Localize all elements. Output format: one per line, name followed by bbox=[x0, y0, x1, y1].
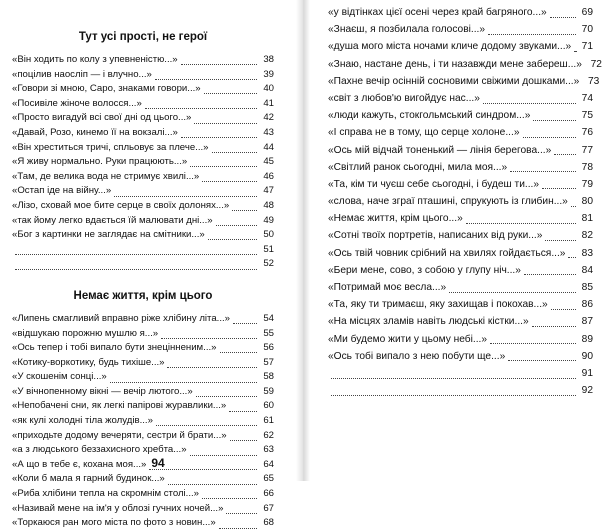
toc-entry-title: «Посивіле жіноче волосся...» bbox=[12, 97, 142, 109]
toc-entry-page: 86 bbox=[581, 299, 593, 311]
toc-entry-page: 72 bbox=[590, 58, 602, 70]
dot-leader bbox=[208, 230, 257, 240]
toc-entry bbox=[328, 4, 593, 21]
toc-entry-title: «У вічнопенному вікні — вечір лютого...» bbox=[12, 385, 193, 397]
toc-entry-page: 57 bbox=[263, 356, 274, 368]
toc-entry-title: «Там, де велика вода не стримує хвилі...» bbox=[12, 170, 200, 182]
dot-leader bbox=[483, 94, 576, 104]
toc-entry-page: 40 bbox=[263, 83, 274, 95]
dot-leader bbox=[194, 114, 257, 124]
toc-entry-page: 52 bbox=[263, 258, 274, 270]
toc-entry-page: 91 bbox=[581, 367, 593, 379]
dot-leader bbox=[196, 387, 257, 397]
toc-entry-title: «Бог з картинки не заглядає на смітники...» bbox=[12, 229, 205, 241]
toc-entry-page: 85 bbox=[581, 282, 593, 293]
toc-entry-page: 51 bbox=[263, 243, 274, 255]
toc-entry-page: 79 bbox=[581, 178, 593, 190]
dot-leader bbox=[449, 283, 576, 293]
toc-entry-title: «так йому легко вдається їй малювати дні...» bbox=[12, 214, 213, 226]
toc-entry bbox=[12, 257, 274, 272]
toc-entry-title: «Ось мій відчай тоненький — лінія берегова...» bbox=[328, 144, 552, 156]
toc-entry bbox=[328, 124, 593, 141]
dot-leader bbox=[181, 128, 257, 138]
toc-entry-page: 46 bbox=[263, 170, 274, 182]
toc-entry-title: «а з людського беззахисного хребта...» bbox=[12, 444, 187, 456]
toc-entry bbox=[328, 245, 593, 262]
toc-entry bbox=[12, 170, 274, 185]
toc-entry bbox=[12, 327, 274, 342]
toc-entry bbox=[328, 21, 593, 38]
dot-leader bbox=[508, 351, 576, 361]
toc-entry-page: 87 bbox=[581, 316, 593, 328]
toc-entry bbox=[12, 414, 274, 429]
toc-entry-page: 49 bbox=[263, 214, 274, 226]
dot-leader bbox=[233, 314, 257, 324]
dot-leader bbox=[156, 416, 257, 426]
toc-entry-page: 47 bbox=[263, 185, 274, 197]
left-column bbox=[12, 0, 274, 531]
toc-entry-page: 70 bbox=[581, 24, 593, 36]
dot-leader bbox=[190, 157, 257, 167]
toc-entry-title: «у відтінках цієї осені через край багряного...» bbox=[328, 7, 547, 18]
toc-entry-title: «люди кажуть, стокгольмський синдром...» bbox=[328, 110, 531, 122]
toc-entry-title: «Говори зі мною, Саро, знаками говори...» bbox=[12, 83, 201, 95]
toc-entry-title: «У скошенім сонці...» bbox=[12, 371, 107, 383]
toc-entry-page: 73 bbox=[587, 75, 600, 87]
toc-entry bbox=[12, 97, 274, 112]
toc-entry-page: 83 bbox=[581, 247, 593, 259]
toc-entry bbox=[328, 38, 593, 55]
toc-entry-page: 81 bbox=[581, 213, 593, 225]
toc-entry-title: «приходьте додому вечеряти, сестри й брати...» bbox=[12, 429, 227, 441]
toc-entry bbox=[12, 356, 274, 371]
toc-entry-page: 84 bbox=[581, 264, 593, 276]
toc-entry-title: «Давай, Розо, кинемо її на вокзалі...» bbox=[12, 126, 178, 138]
toc-entry bbox=[328, 313, 593, 330]
toc-entry-page: 64 bbox=[263, 458, 274, 470]
toc-entry-title: «Немає життя, крім цього...» bbox=[328, 213, 463, 225]
dot-leader bbox=[202, 489, 257, 499]
toc-entry bbox=[328, 331, 593, 348]
toc-entry-title: «Називай мене на ім'я у облозі гучних ночей...» bbox=[12, 502, 224, 514]
dot-leader bbox=[155, 70, 257, 80]
toc-entry bbox=[328, 193, 593, 210]
dot-leader bbox=[554, 145, 576, 155]
dot-leader bbox=[550, 8, 576, 18]
toc-entry-page: 38 bbox=[263, 54, 274, 65]
dot-leader bbox=[331, 369, 576, 379]
dot-leader bbox=[204, 84, 257, 94]
toc-entry-page: 75 bbox=[581, 110, 593, 122]
toc-entry bbox=[12, 228, 274, 243]
toc-entry-page: 42 bbox=[263, 112, 274, 124]
toc-entry bbox=[12, 487, 274, 502]
toc-entry-title: «Ось твій човник срібний на хвилях гойдається...» bbox=[328, 247, 566, 259]
toc-entry-page: 71 bbox=[581, 41, 593, 53]
dot-leader bbox=[532, 317, 576, 327]
toc-entry bbox=[12, 199, 274, 214]
toc-entry-title: «Світлий ранок сьогодні, мила моя...» bbox=[328, 161, 508, 173]
toc-entry-page: 56 bbox=[263, 342, 274, 354]
toc-entry-title: «відшукаю порожню мушлю я...» bbox=[12, 327, 159, 339]
toc-entry bbox=[12, 502, 274, 517]
toc-entry-page: 58 bbox=[263, 371, 274, 383]
toc-entry-title: «Ось тобі випало з нею побути ще...» bbox=[328, 350, 506, 362]
toc-entry-page: 39 bbox=[263, 68, 274, 80]
toc-entry-title: «поцілив наосліп — і влучно...» bbox=[12, 68, 152, 80]
toc-entry-title: «Липень смагливий вправно ріже хлібину літа...» bbox=[12, 312, 231, 324]
toc-entry-page: 80 bbox=[581, 196, 593, 208]
dot-leader bbox=[232, 201, 257, 211]
dot-leader bbox=[523, 128, 577, 138]
section-title: Немає життя, крім цього bbox=[73, 289, 213, 302]
dot-leader bbox=[571, 197, 576, 207]
dot-leader bbox=[533, 111, 576, 121]
dot-leader bbox=[168, 475, 257, 485]
dot-leader bbox=[488, 25, 576, 35]
dot-leader bbox=[161, 329, 257, 339]
toc-entry bbox=[328, 73, 600, 90]
dot-leader bbox=[229, 402, 257, 412]
toc-entry-page: 55 bbox=[263, 327, 274, 339]
toc-entry-page: 89 bbox=[581, 333, 593, 345]
toc-entry-title: «І справа не в тому, що серце холоне...» bbox=[328, 127, 520, 139]
toc-entry-title: «Знаєш, я позбилала голосові...» bbox=[328, 24, 486, 36]
toc-entry bbox=[328, 90, 593, 107]
toc-entry-page: 92 bbox=[581, 385, 593, 397]
toc-entry bbox=[12, 82, 274, 97]
toc-entry-page: 44 bbox=[263, 141, 274, 153]
dot-leader bbox=[331, 386, 576, 396]
toc-entry-title: «як кулі холодні тіла жолудів...» bbox=[12, 415, 153, 427]
toc-entry-page: 48 bbox=[263, 199, 274, 211]
toc-entry bbox=[328, 142, 593, 159]
toc-entry-title: «Та, кім ти чуєш себе сьогодні, і будеш ти...» bbox=[328, 178, 540, 190]
dot-leader bbox=[145, 99, 257, 109]
book-gutter bbox=[296, 0, 310, 481]
toc-entry bbox=[328, 176, 593, 193]
toc-entry-page: 60 bbox=[263, 400, 274, 412]
toc-entry-title: «Потримай моє весла...» bbox=[328, 282, 447, 293]
toc-entry-title: «Я живу нормально. Руки працюють...» bbox=[12, 156, 188, 168]
toc-entry bbox=[12, 472, 274, 487]
toc-entry-page: 66 bbox=[263, 488, 274, 500]
toc-entry bbox=[12, 141, 274, 156]
toc-entry bbox=[12, 68, 274, 83]
toc-entry bbox=[328, 279, 593, 296]
toc-entry bbox=[12, 516, 274, 531]
toc-entry bbox=[328, 365, 593, 382]
toc-entry-title: «На місцях зламів навіть людські кістки...» bbox=[328, 316, 529, 328]
toc-entry-title: «Коли б мала я гарний будинок...» bbox=[12, 473, 165, 485]
toc-entry-page: 76 bbox=[581, 127, 593, 139]
dot-leader bbox=[568, 248, 576, 258]
dot-leader bbox=[190, 446, 257, 456]
dot-leader bbox=[545, 231, 576, 241]
dot-leader bbox=[212, 143, 258, 153]
toc-entry-page: 50 bbox=[263, 229, 274, 241]
toc-entry bbox=[12, 184, 274, 199]
toc-entry-title: «Торкаюся ран мого міста по фото з новин...» bbox=[12, 517, 216, 529]
toc-entry-page: 41 bbox=[263, 97, 274, 109]
toc-entry-title: «А що в тебе є, кохана моя...» bbox=[12, 458, 147, 470]
right-column bbox=[328, 0, 602, 399]
toc-entry bbox=[328, 296, 593, 313]
toc-entry-page: 43 bbox=[263, 126, 274, 138]
toc-entry-title: «Просто вигадуй всі свої дні од цього...» bbox=[12, 112, 192, 124]
toc-entry-page: 67 bbox=[263, 502, 274, 514]
toc-entry-page: 65 bbox=[263, 473, 274, 485]
toc-entry-title: «світ з любов'ю вигойдує нас...» bbox=[328, 92, 480, 104]
toc-list bbox=[12, 53, 274, 272]
toc-entry-title: «Риба хлібини тепла на скромнім столі...» bbox=[12, 488, 200, 500]
dot-leader bbox=[220, 343, 258, 353]
toc-entry-title: «Знаю, настане день, і ти назавжди мене забереш...» bbox=[328, 58, 582, 70]
toc-entry-title: «Сотні твоїх портретів, написаних від руки...» bbox=[328, 230, 543, 242]
toc-entry-page: 69 bbox=[581, 7, 593, 18]
toc-entry bbox=[12, 214, 274, 229]
toc-entry bbox=[328, 56, 602, 73]
page-number: 94 bbox=[151, 456, 165, 470]
toc-entry bbox=[328, 210, 593, 227]
dot-leader bbox=[524, 265, 576, 275]
toc-entry-title: «Непобачені сни, як легкі папірові журавлики...» bbox=[12, 400, 227, 412]
toc-entry-page: 68 bbox=[263, 517, 274, 529]
dot-leader bbox=[226, 504, 257, 514]
toc-entry-page: 62 bbox=[263, 429, 274, 441]
toc-entry-title: «Він ходить по колу з упевненістю...» bbox=[12, 54, 178, 65]
toc-entry-title: «душа мого міста ночами кличе додому звуками...» bbox=[328, 41, 572, 53]
dot-leader bbox=[216, 216, 257, 226]
dot-leader bbox=[167, 358, 257, 368]
toc-entry-title: «Він хреститься тричі, спльовує за плече...» bbox=[12, 141, 209, 153]
toc-entry bbox=[12, 312, 274, 327]
section-title: Тут усі прості, не герої bbox=[78, 31, 208, 43]
toc-entry-title: «Ми будемо жити у цьому небі...» bbox=[328, 333, 488, 345]
toc-entry-title: «Ось тепер і тобі випало бути знецінненим...» bbox=[12, 342, 217, 354]
dot-leader bbox=[15, 245, 257, 255]
dot-leader bbox=[202, 172, 257, 182]
toc-entry bbox=[12, 370, 274, 385]
dot-leader bbox=[15, 260, 257, 270]
toc-list bbox=[328, 4, 602, 399]
toc-entry-title: «слова, наче зграї пташині, спрукують із глибин...» bbox=[328, 196, 568, 208]
dot-leader bbox=[230, 431, 257, 441]
dot-leader bbox=[574, 42, 576, 52]
toc-entry bbox=[12, 126, 274, 141]
dot-leader bbox=[542, 179, 576, 189]
dot-leader bbox=[490, 334, 576, 344]
toc-entry-page: 82 bbox=[581, 230, 593, 242]
toc-entry bbox=[328, 262, 593, 279]
toc-entry bbox=[12, 399, 274, 414]
toc-entry bbox=[12, 243, 274, 258]
toc-entry bbox=[328, 227, 593, 244]
toc-entry-page: 63 bbox=[263, 444, 274, 456]
toc-entry-page: 77 bbox=[581, 144, 593, 156]
toc-entry bbox=[12, 429, 274, 444]
toc-entry-title: «Та, яку ти тримаєш, яку захищав і покохав...» bbox=[328, 299, 548, 311]
toc-entry-page: 78 bbox=[581, 161, 593, 173]
toc-entry bbox=[328, 107, 593, 124]
toc-entry-page: 45 bbox=[263, 156, 274, 168]
toc-entry-title: «Пахне вечір осінній сосновими свіжими дошками...» bbox=[328, 75, 580, 87]
toc-entry bbox=[12, 385, 274, 400]
dot-leader bbox=[551, 300, 576, 310]
dot-leader bbox=[219, 519, 257, 529]
dot-leader bbox=[466, 214, 576, 224]
dot-leader bbox=[114, 187, 257, 197]
toc-entry-title: «Бери мене, сово, з собою у глупу ніч...» bbox=[328, 264, 521, 276]
toc-list bbox=[12, 312, 274, 531]
toc-entry-page: 59 bbox=[263, 385, 274, 397]
toc-entry bbox=[12, 53, 274, 68]
dot-leader bbox=[510, 162, 576, 172]
toc-entry bbox=[328, 382, 593, 399]
toc-entry-page: 54 bbox=[263, 312, 274, 324]
toc-entry-page: 74 bbox=[581, 92, 593, 104]
toc-entry bbox=[12, 111, 274, 126]
toc-entry-title: «Котику-воркотику, будь тихіше...» bbox=[12, 356, 165, 368]
toc-entry bbox=[328, 159, 593, 176]
toc-entry bbox=[12, 341, 274, 356]
toc-entry-title: «Остап іде на війну...» bbox=[12, 185, 112, 197]
toc-entry-page: 90 bbox=[581, 350, 593, 362]
toc-entry-page: 61 bbox=[263, 415, 274, 427]
toc-entry bbox=[12, 155, 274, 170]
dot-leader bbox=[181, 55, 257, 65]
toc-entry bbox=[328, 348, 593, 365]
dot-leader bbox=[110, 373, 257, 383]
toc-entry-title: «Лізо, сховай мое бите серце в своїх долонях...» bbox=[12, 199, 230, 211]
